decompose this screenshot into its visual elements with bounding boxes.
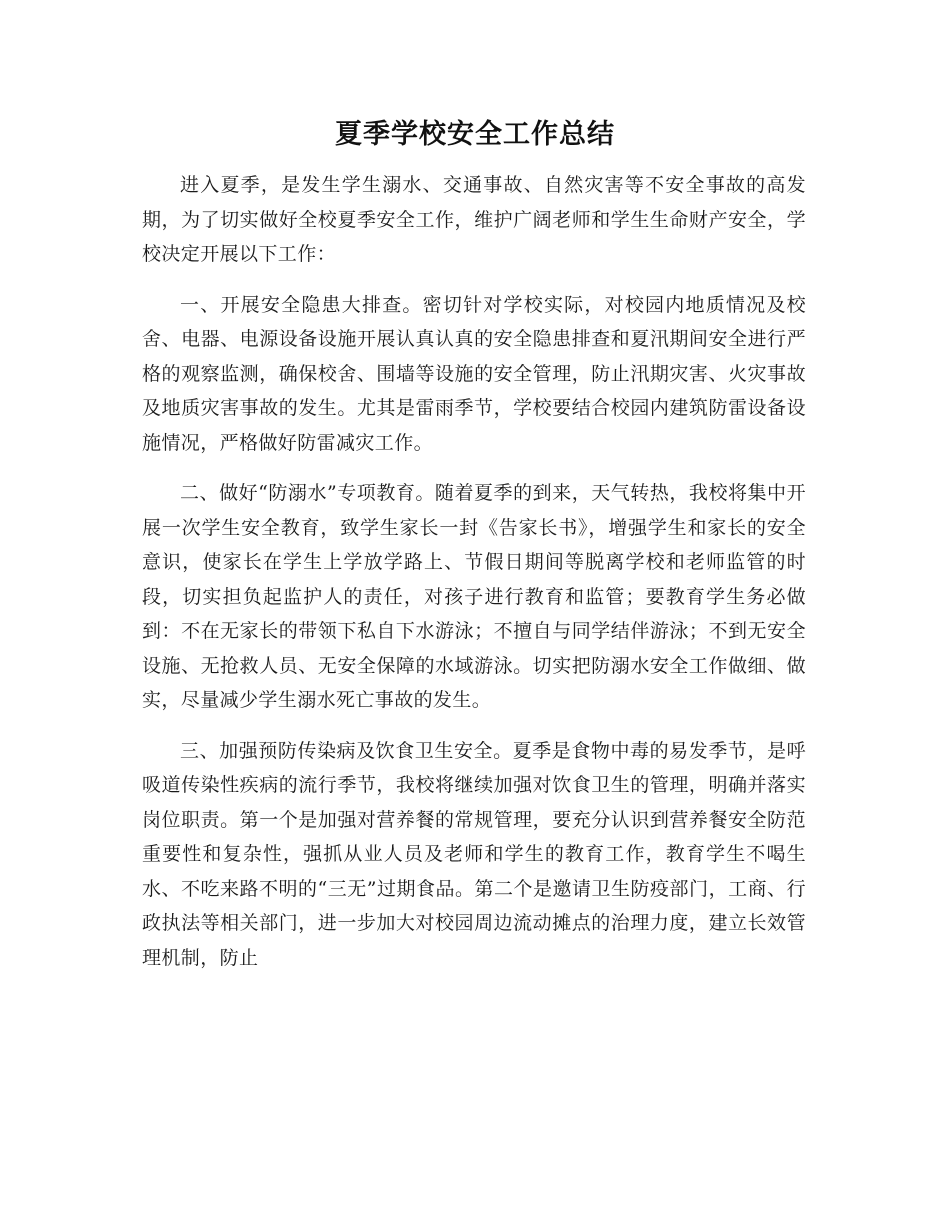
document-title: 夏季学校安全工作总结 (335, 119, 615, 150)
document-body (142, 168, 806, 975)
paragraph-drowning-prevention: 二、做好“防溺水”专项教育。随着夏季的到来，天气转热，我校将集中开展一次学生安全教育，致学生家长一封《告家长书》，增强学生和家长的安全意识，使家长在学生上学放学路上、节假日期间等脱离学校和老师监管的时段，切实担负起监护人的责任，对孩子进行教育和监管；要教育学生务必做到：不在无家长的带领下私自下水游泳；不擅自与同学结伴游泳；不到无安全设施、无抢救人员、无安全保障的水域游泳。切实把防溺水安全工作做细、做实，尽量减少学生溺水死亡事故的发生。 (142, 482, 806, 711)
paragraph-intro: 进入夏季，是发生学生溺水、交通事故、自然灾害等不安全事故的高发期，为了切实做好全校夏季安全工作，维护广阔老师和学生生命财产安全，学校决定开展以下工作： (142, 174, 806, 265)
paragraph-food-safety: 三、加强预防传染病及饮食卫生安全。夏季是食物中毒的易发季节，是呼吸道传染性疾病的流行季节，我校将继续加强对饮食卫生的管理，明确并落实岗位职责。第一个是加强对营养餐的常规管理，要充分认识到营养餐安全防范重要性和复杂性，强抓从业人员及老师和学生的教育工作，教育学生不喝生水、不吃来路不明的“三无”过期食品。第二个是邀请卫生防疫部门，工商、行政执法等相关部门，进一步加大对校园周边流动摊点的治理力度，建立长效管理机制，防止 (142, 739, 806, 969)
paragraph-hazard-inspection: 一、开展安全隐患大排查。密切针对学校实际，对校园内地质情况及校舍、电器、电源设备设施开展认真认真的安全隐患排查和夏汛期间安全进行严格的观察监测，确保校舍、围墙等设施的安全管理，防止汛期灾害、火灾事故及地质灾害事故的发生。尤其是雷雨季节，学校要结合校园内建筑防雷设备设施情况，严格做好防雷减灾工作。 (142, 293, 806, 454)
